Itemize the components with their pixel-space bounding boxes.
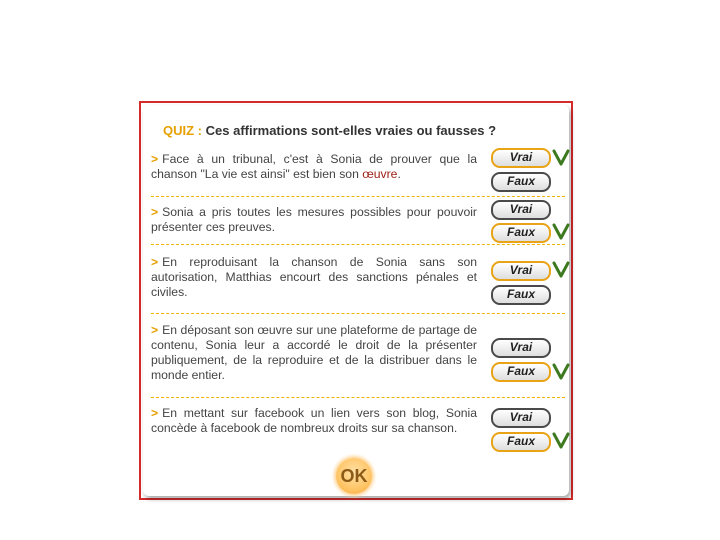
question-2-text: Sonia a pris toutes les mesures possibles pour pouvoir présenter ces preuves. [151,205,477,234]
question-3 [151,255,477,300]
question-2 [151,205,477,235]
ok-button[interactable]: OK [336,458,372,494]
question-arrow-icon: > [151,323,159,337]
q4-check-icon [552,362,570,380]
question-1-highlight: œuvre [362,167,398,181]
q5-check-icon [552,431,570,449]
question-arrow-icon: > [151,205,159,219]
question-arrow-icon: > [151,152,159,166]
quiz-frame [139,101,573,500]
q2-faux-button[interactable]: Faux [491,223,551,243]
q4-faux-button[interactable]: Faux [491,362,551,382]
q3-check-icon [552,260,570,278]
question-1-suffix: . [397,167,401,181]
q2-vrai-button[interactable]: Vrai [491,200,551,220]
separator [151,244,565,245]
question-1 [151,152,477,182]
quiz-label: QUIZ : [163,123,202,138]
separator [151,397,565,398]
q1-vrai-button[interactable]: Vrai [491,148,551,168]
quiz-header [163,123,496,138]
question-arrow-icon: > [151,255,159,269]
quiz-title: Ces affirmations sont-elles vraies ou fausses ? [205,123,497,138]
q3-faux-button[interactable]: Faux [491,285,551,305]
q1-check-icon [552,148,570,166]
q1-faux-button[interactable]: Faux [491,172,551,192]
separator [151,196,565,197]
question-4 [151,323,477,383]
question-5 [151,406,477,436]
q5-faux-button[interactable]: Faux [491,432,551,452]
q4-vrai-button[interactable]: Vrai [491,338,551,358]
question-3-text: En reproduisant la chanson de Sonia sans son autorisation, Matthias encourt des sanctions pénales et civiles. [151,255,477,299]
q3-vrai-button[interactable]: Vrai [491,261,551,281]
quiz-card [143,105,569,496]
q5-vrai-button[interactable]: Vrai [491,408,551,428]
separator [151,313,565,314]
q2-check-icon [552,222,570,240]
question-arrow-icon: > [151,406,159,420]
question-4-text: En déposant son œuvre sur une plateforme de partage de contenu, Sonia leur a accordé le droit de la présenter publiquement, de la reproduire et de la distribuer dans le monde entier. [151,323,477,382]
question-5-text: En mettant sur facebook un lien vers son blog, Sonia concède à facebook de nombreux droits sur sa chanson. [151,406,477,435]
question-1-text: Face à un tribunal, c'est à Sonia de prouver que la chanson "La vie est ainsi" est bien son [151,152,477,181]
